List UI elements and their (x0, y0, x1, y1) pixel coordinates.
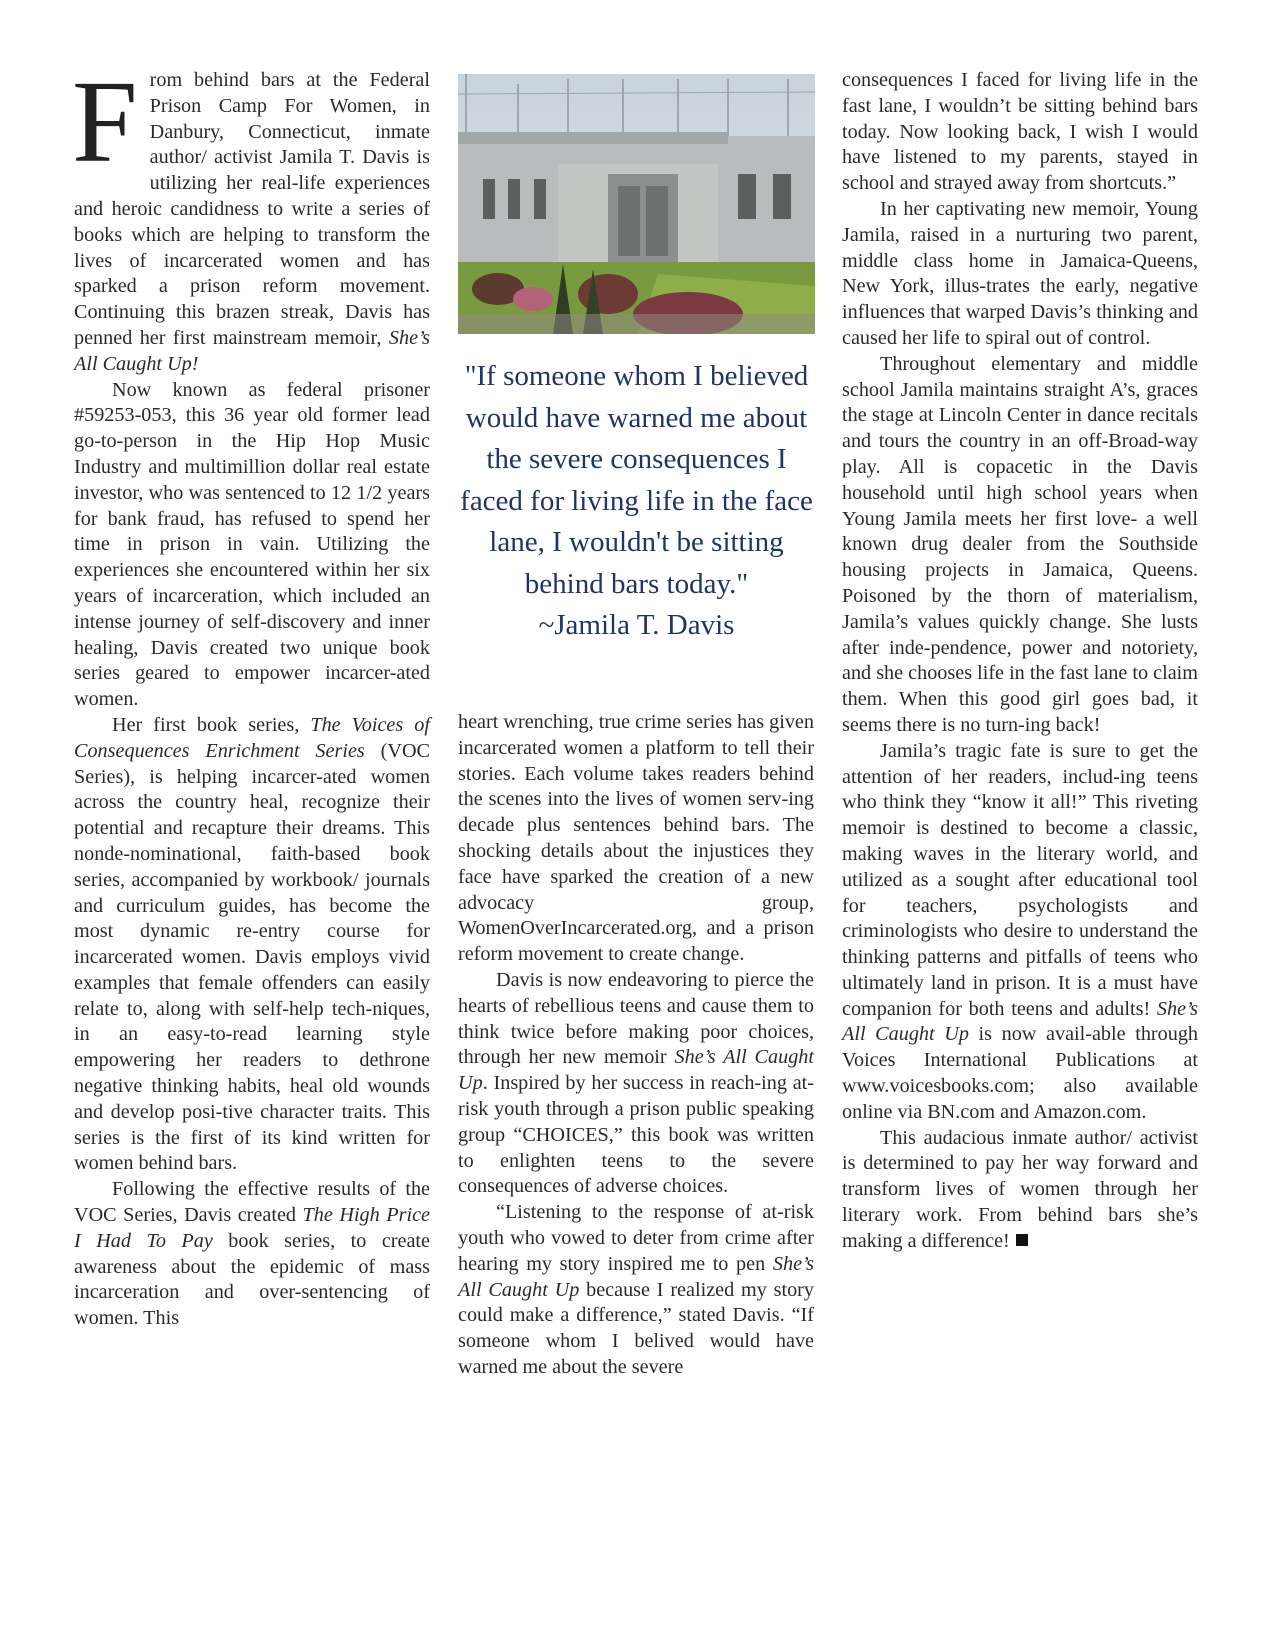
series-title: The High Price I Had To Pay (74, 1204, 431, 1252)
prison-photo (458, 74, 815, 334)
paragraph-young-jamila: In her captivating new memoir, Young Jamila, raised in a nurturing two parent, middle class home in Jamaica-Queens, New York, illus-trates the early, negative influences that warped Davis’s thinking and caused her life to spiral out of control. (842, 197, 1198, 349)
paragraph-quote-continued: consequences I faced for living life in the fast lane, I wouldn’t be sitting behind bars today. Now looking back, I wish I would have listened to my parents, stayed in school and strayed away from shortcuts.” (842, 69, 1198, 195)
prison-building-image (458, 74, 815, 334)
pull-quote-attribution: ~Jamila T. Davis (538, 609, 735, 641)
book-title: She’s All Caught Up (458, 1046, 814, 1095)
paragraph-high-price-series: Following the effective results of the VOC Series, Davis created The High Price I Had To Pay book series, to create awareness about the epidemic of mass incarceration and over-sentencing of women. This (74, 1178, 431, 1330)
end-mark-icon (1016, 1234, 1028, 1246)
paragraph-davis-quote: “Listening to the response of at-risk youth who vowed to deter from crime after hearing my story inspired me to pen She’s All Caught Up because I realized my story could make a difference,” stated Davis. “If someone whom I belived would have warned me about the severe (458, 1201, 815, 1378)
article-column-2 (458, 710, 814, 1381)
article-column-3 (842, 68, 1198, 1255)
series-title: The Voices of Consequences Enrichment Series (74, 713, 430, 762)
drop-cap: F (72, 56, 138, 187)
paragraph-teens-memoir: Davis is now endeavoring to pierce the hearts of rebellious teens and cause them to think twice before making poor choices, through her new memoir She’s All Caught Up. Inspired by her success in reach-ing at-risk youth through a prison public speaking group “CHOICES,” this book was written to enlighten teens to the severe consequences of adverse choices. (458, 968, 814, 1198)
book-title: She’s All Caught Up! (74, 326, 430, 375)
article-column-1 (72, 56, 431, 1332)
paragraph-background: Now known as federal prisoner #59253-053, this 36 year old former lead go-to-person in the Hip Hop Music Industry and multimillion dollar real estate investor, who was sentenced to 12 1/2 years for bank fraud, has refused to spend her time in prison in vain. Utilizing the experiences she encountered within her six years of incarceration, which included an intense journey of self-discovery and inner healing, Davis created two unique book series geared to empower incarcer-ated women. (74, 378, 430, 711)
book-title: She’s All Caught Up (458, 1252, 814, 1301)
pull-quote (458, 356, 815, 647)
pull-quote-text: "If someone whom I believed would have warned me about the severe consequences I faced for living life in the face lane, I wouldn't be sitting behind bars today." (460, 360, 813, 600)
book-title: She’s All Caught Up (842, 997, 1198, 1046)
paragraph-school-years: Throughout elementary and middle school Jamila maintains straight A’s, graces the stage at Lincoln Center in dance recitals and tours the country in an off-Broad-way play. All is copacetic in the Davis household until high school years when Young Jamila meets her first love- a well known drug dealer from the Southside housing projects in Jamaica, Queens. Poisoned by the thorn of materialism, Jamila’s values quickly change. She lusts after inde-pendence, power and notoriety, and she chooses life in the fast lane to claim them. When this good girl goes bad, it seems there is no turn-ing back! (842, 352, 1198, 736)
paragraph-availability: Jamila’s tragic fate is sure to get the attention of her readers, includ-ing teens who think they “know it all!” This riveting memoir is destined to become a classic, making waves in the literary world, and utilized as a sought after educational tool for teachers, psychologists and criminologists who desire to understand the thinking patterns and pitfalls of teens who ultimately land in prison. It is a must have companion for both teens and adults! She’s All Caught Up is now avail-able through Voices International Publications at www.voicesbooks.com; also available online via BN.com and Amazon.com. (842, 739, 1199, 1123)
paragraph-voc-series: Her first book series, The Voices of Consequences Enrichment Series (VOC Series), is helping incarcer-ated women across the country heal, recognize their potential and recapture their dreams. This nonde-nominational, faith-based book series, accompanied by workbook/ journals and curriculum guides, has become the most dynamic re-entry course for incarcerated women. Davis employs vivid examples that female offenders can easily relate to, along with self-help tech-niques, in an easy-to-read learning style empowering her readers to dethrone negative thinking habits, heal old wounds and develop posi-tive character traits. This series is the first of its kind written for women behind bars. (74, 713, 430, 1175)
paragraph-true-crime-series: heart wrenching, true crime series has given incarcerated women a platform to tell their stories. Each volume takes readers behind the scenes into the lives of women serv-ing decade plus sentences behind bars. The shocking details about the injustices they face have sparked the creation of a new advocacy group, WomenOverIncarcerated.org, and a prison reform movement to create change. (458, 711, 814, 966)
paragraph-intro (72, 56, 430, 378)
intro-text: rom behind bars at the Federal Prison Camp For Women, in Danbury, Connecticut, inmate author/ activist Jamila T. Davis is utilizing her real-life experiences and heroic candidness to write a series of books which are helping to transform the lives of incarcerated women and has sparked a prison reform movement. Continuing this brazen streak, Davis has penned her first mainstream memoir, (74, 69, 430, 349)
paragraph-closing: This audacious inmate author/ activist is determined to pay her way forward and transform lives of women through her literary work. From behind bars she’s making a difference! (842, 1126, 1198, 1252)
